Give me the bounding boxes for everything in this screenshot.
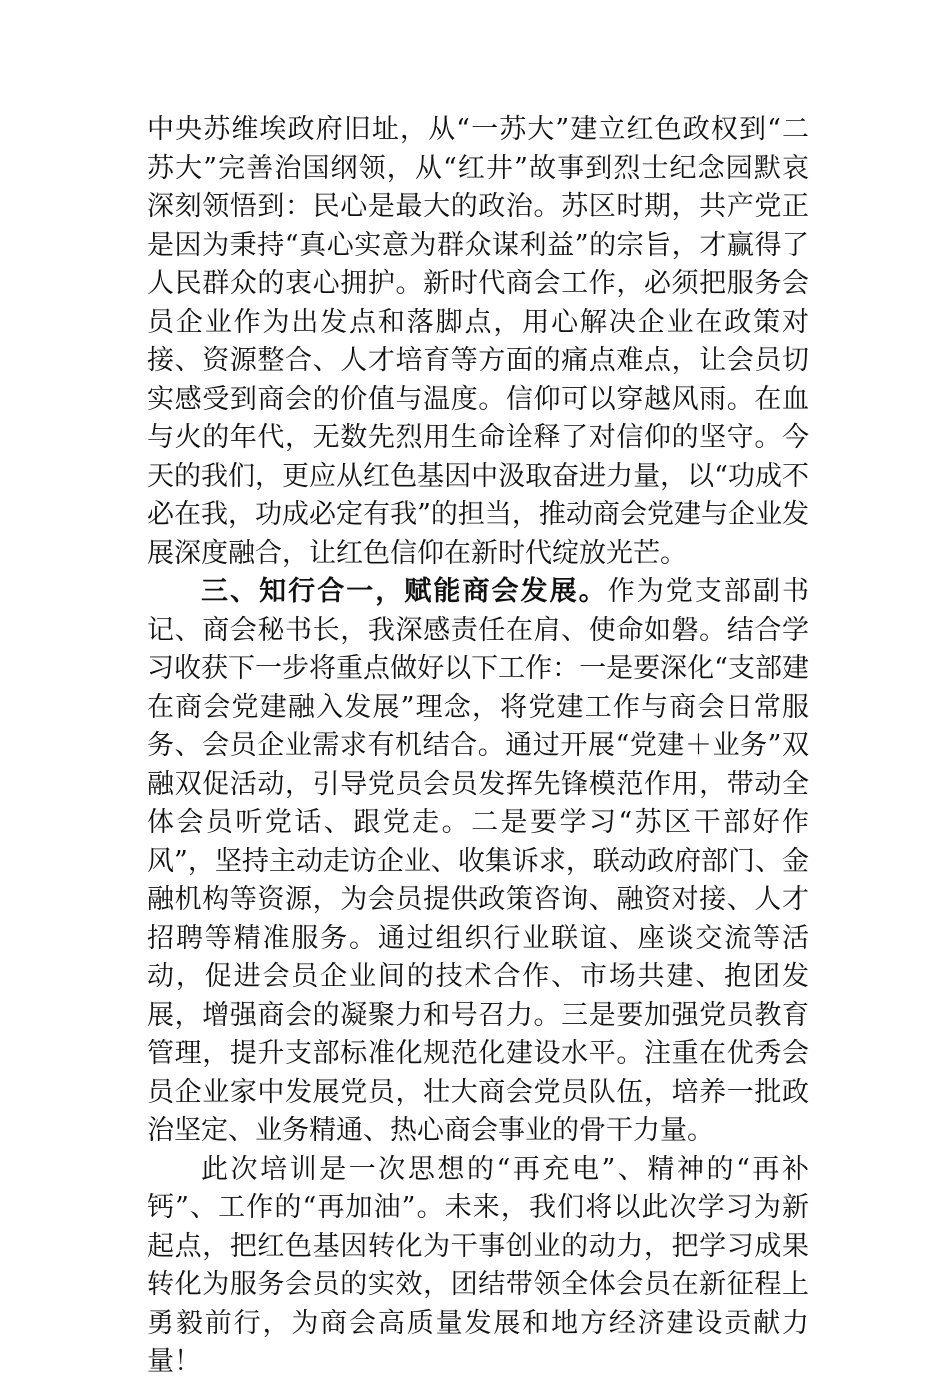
closing-paragraph: 此次培训是一次思想的“再充电”、精神的“再补钙”、工作的“再加油”。未来，我们将以此次学习为新起点，把红色基因转化为干事创业的动力，把学习成果转化为服务会员的实效，团结带领全体会员在新征程上勇毅前行，为商会高质量发展和地方经济建设贡献力量！: [147, 1153, 809, 1377]
document-body: [147, 111, 809, 1382]
section-three-heading: 三、知行合一，赋能商会发展。: [201, 576, 608, 607]
section-three-body: 作为党支部副书记、商会秘书长，我深感责任在肩、使命如磐。结合学习收获下一步将重点做好以下工作：一是要深化“支部建在商会党建融入发展”理念，将党建工作与商会日常服务、会员企业需求有机结合。通过开展“党建＋业务”双融双促活动，引导党员会员发挥先锋模范作用，带动全体会员听党话、跟党走。二是要学习“苏区干部好作风”，坚持主动走访企业、收集诉求，联动政府部门、金融机构等资源，为会员提供政策咨询、融资对接、人才招聘等精准服务。通过组织行业联谊、座谈交流等活动，促进会员企业间的技术合作、市场共建、抱团发展，增强商会的凝聚力和号召力。三是要加强党员教育管理，提升支部标准化规范化建设水平。注重在优秀会员企业家中发展党员，壮大商会党员队伍，培养一批政治坚定、业务精通、热心商会事业的骨干力量。: [147, 576, 810, 1146]
paragraph-continuation: 中央苏维埃政府旧址，从“一苏大”建立红色政权到“二苏大”完善治国纲领，从“红井”故事到烈士纪念园默哀深刻领悟到：民心是最大的政治。苏区时期，共产党正是因为秉持“真心实意为群众谋利益”的宗旨，才赢得了人民群众的衷心拥护。新时代商会工作，必须把服务会员企业作为出发点和落脚点，用心解决企业在政策对接、资源整合、人才培育等方面的痛点难点，让会员切实感受到商会的价值与温度。信仰可以穿越风雨。在血与火的年代，无数先烈用生命诠释了对信仰的坚守。今天的我们，更应从红色基因中汲取奋进力量，以“功成不必在我，功成必定有我”的担当，推动商会党建与企业发展深度融合，让红色信仰在新时代绽放光芒。: [147, 114, 809, 569]
section-three-paragraph: [147, 573, 809, 1151]
